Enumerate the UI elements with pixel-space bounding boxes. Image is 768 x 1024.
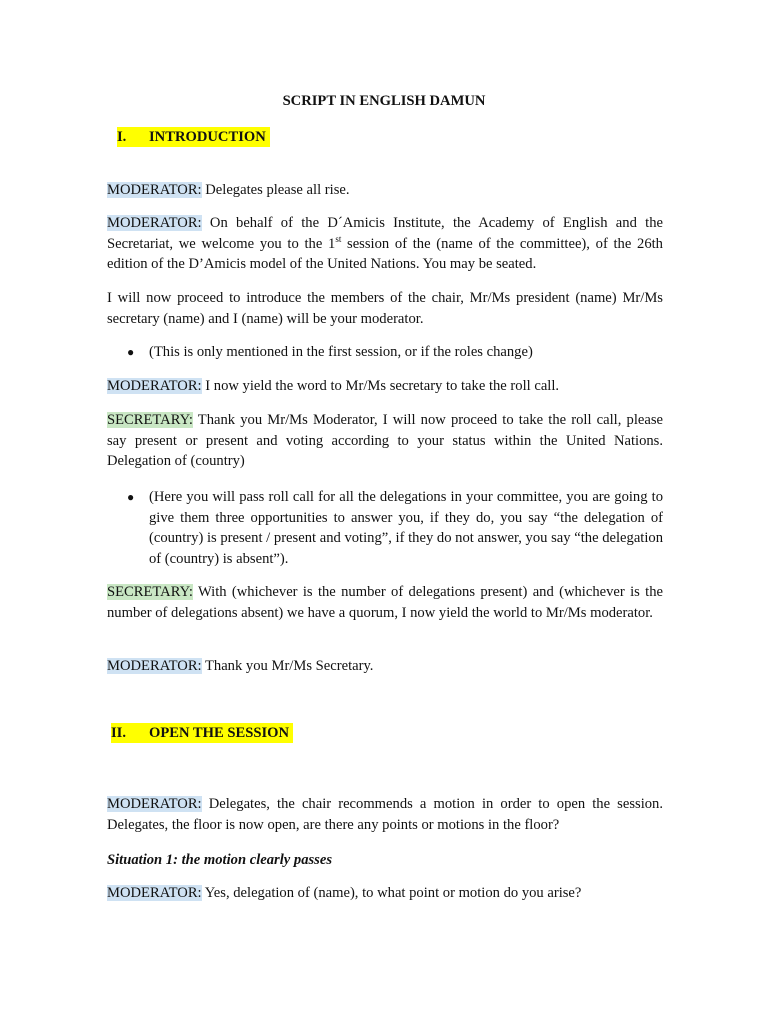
bullet-text: (This is only mentioned in the first session, or if the roles change) (149, 344, 533, 360)
speaker-label-moderator: MODERATOR: (107, 378, 202, 394)
speaker-label-moderator: MODERATOR: (107, 885, 202, 901)
speaker-label-secretary: SECRETARY: (107, 412, 193, 428)
section-title: OPEN THE SESSION (149, 725, 290, 741)
section-title: INTRODUCTION (149, 129, 266, 145)
paragraph-text: Thank you Mr/Ms Secretary. (201, 658, 374, 674)
paragraph-text: session of the (name of the committee), of the 26th edition of the D’Amicis model of the United Nations. You may be seated. (107, 235, 663, 272)
section-heading-introduction (117, 127, 270, 148)
paragraph (107, 656, 663, 677)
speaker-label-moderator: MODERATOR: (107, 182, 202, 198)
section-number: II. (111, 725, 127, 741)
section-heading-open-the-session (111, 723, 293, 744)
paragraph (107, 883, 663, 904)
speaker-label-moderator: MODERATOR: (107, 796, 202, 812)
situation-heading: Situation 1: the motion clearly passes (107, 852, 333, 868)
document-title: SCRIPT IN ENGLISH DAMUN (282, 93, 486, 109)
paragraph-text: Yes, delegation of (name), to what point or motion do you arise? (201, 885, 582, 901)
paragraph (107, 288, 663, 329)
paragraph (107, 582, 663, 623)
paragraph-text: Thank you Mr/Ms Moderator, I will now proceed to take the roll call, please say present or present and voting according to your status within the United Nations. Delegation of (country) (107, 412, 663, 469)
paragraph-text: Delegates please all rise. (201, 182, 350, 198)
paragraph-text: Delegates, the chair recommends a motion in order to open the session. Delegates, the floor is now open, are there any points or motions in the floor? (107, 796, 663, 833)
paragraph (107, 794, 663, 835)
bullet-icon: ● (127, 490, 135, 504)
paragraph (107, 213, 663, 275)
paragraph-text: I now yield the word to Mr/Ms secretary to take the roll call. (201, 378, 560, 394)
paragraph-text: On behalf of the D´Amicis Institute, the Academy of English and the Secretariat, we welcome you to the 1 (107, 215, 663, 252)
paragraph-text: I will now proceed to introduce the members of the chair, Mr/Ms president (name) Mr/Ms secretary (name) and I (name) will be your moderator. (107, 290, 663, 327)
section-number: I. (117, 129, 127, 145)
paragraph (107, 376, 663, 397)
paragraph (107, 410, 663, 472)
superscript: st (335, 233, 342, 244)
bullet-icon: ● (127, 345, 135, 359)
paragraph-text: With (whichever is the number of delegations present) and (whichever is the number of delegations absent) we have a quorum, I now yield the world to Mr/Ms moderator. (107, 584, 663, 621)
speaker-label-secretary: SECRETARY: (107, 584, 193, 600)
speaker-label-moderator: MODERATOR: (107, 215, 202, 231)
bullet-text: (Here you will pass roll call for all the delegations in your committee, you are going to give them three opportunities to answer you, if they do, you say “the delegation of (country) is present / present and voting”, if they do not answer, you say “the delegation of (country) is absent”). (149, 489, 663, 567)
paragraph (107, 180, 663, 201)
speaker-label-moderator: MODERATOR: (107, 658, 202, 674)
